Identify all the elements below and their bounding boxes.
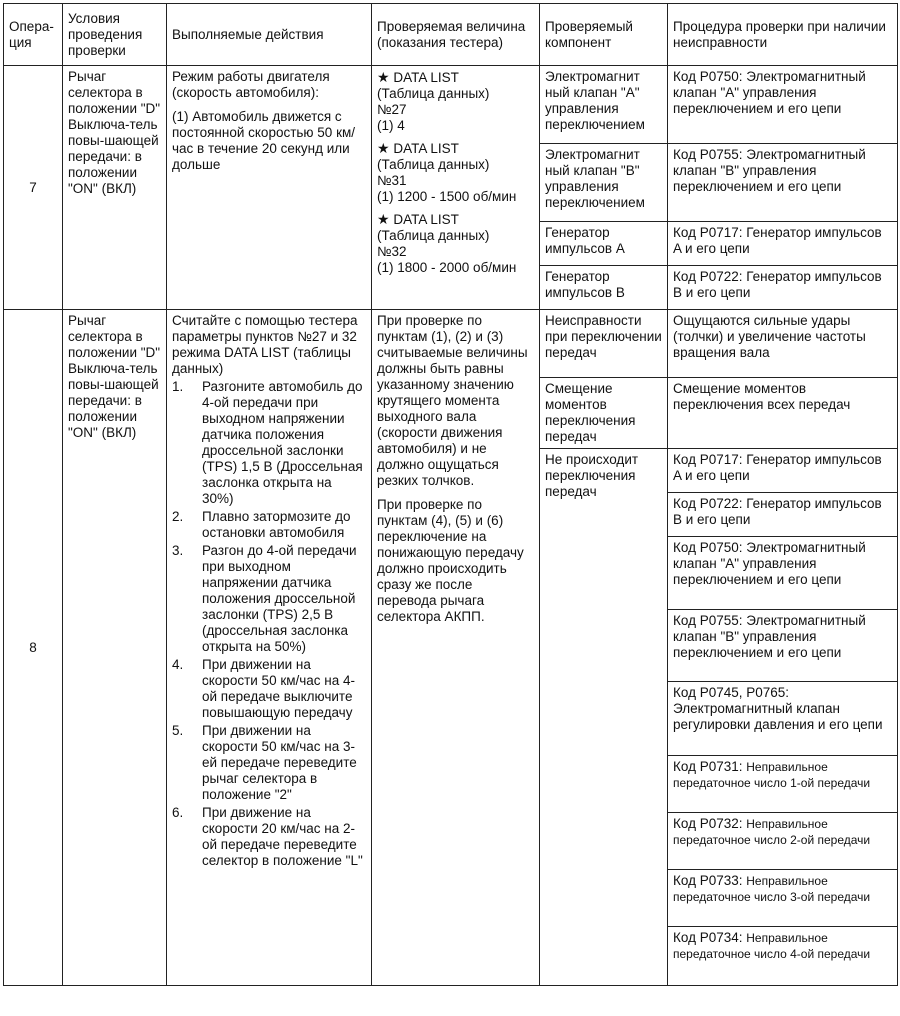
op8-procedure-faults: Ощущаются сильные удары (толчки) и увеличение частоты вращения вала bbox=[668, 310, 898, 378]
data-item-value: (1) 1800 - 2000 об/мин bbox=[377, 260, 517, 275]
list-item: 3. Разгон до 4-ой передачи при выходном напряжении датчика положения дроссельной заслонки (TPS) 2,5 В (дроссельная заслонка открыта на 50%) bbox=[172, 543, 357, 654]
data-table-label: (Таблица данных) bbox=[377, 228, 490, 243]
op8-values bbox=[372, 310, 540, 986]
data-item-value: (1) 4 bbox=[377, 118, 405, 133]
op7-component-3: Генератор импульсов A bbox=[540, 222, 668, 266]
op8-component-shift: Смещение моментов переключения передач bbox=[540, 378, 668, 449]
op7-number: 7 bbox=[4, 66, 63, 310]
op8-value-p1: При проверке по пунктам (1), (2) и (3) считываемые величины должны быть равны указанному значению крутящего момента выходного вала (скорости движения автомобиля) и не должно ощущаться резких толчков. bbox=[377, 313, 528, 488]
op8-noshift-proc-1: Код P0717: Генератор импульсов A и его цепи bbox=[668, 449, 898, 493]
op8-steps bbox=[172, 379, 366, 869]
op7-component-2: Электромагнит ный клапан "B" управления переключением bbox=[540, 144, 668, 222]
op8-number: 8 bbox=[4, 310, 63, 986]
op8-action-intro: Считайте с помощью тестера параметры пунктов №27 и 32 режима DATA LIST (таблицы данных) bbox=[172, 313, 358, 376]
data-list-label: DATA LIST bbox=[393, 141, 459, 156]
header-conditions: Условия проведения проверки bbox=[63, 4, 167, 66]
op8-noshift-proc-4: Код P0755: Электромагнитный клапан "B" управления переключением и его цепи bbox=[668, 610, 898, 682]
op8-ratio-proc-4: Код P0734: Неправильное передаточное число 4-ой передачи bbox=[668, 927, 898, 986]
op7-value-32 bbox=[377, 211, 534, 276]
op8-ratio-proc-2: Код P0732: Неправильное передаточное число 2-ой передачи bbox=[668, 813, 898, 870]
op7-condition: Рычаг селектора в положении "D" Выключа-тель повы-шающей передачи: в положении "ON" (ВКЛ) bbox=[63, 66, 167, 310]
data-item-value: (1) 1200 - 1500 об/мин bbox=[377, 189, 517, 204]
op8-component-faults: Неисправности при переключении передач bbox=[540, 310, 668, 378]
op7-component-1: Электромагнит ный клапан "A" управления переключением bbox=[540, 66, 668, 144]
op7-component-4: Генератор импульсов B bbox=[540, 266, 668, 310]
op7-row-1 bbox=[4, 66, 898, 144]
star-icon: ★ bbox=[377, 140, 390, 156]
op7-value-27 bbox=[377, 69, 534, 134]
data-item-number: №27 bbox=[377, 102, 407, 117]
header-operation: Опера-ция bbox=[4, 4, 63, 66]
data-item-number: №32 bbox=[377, 244, 407, 259]
op8-noshift-proc-5: Код P0745, P0765: Электромагнитный клапан регулировки давления и его цепи bbox=[668, 682, 898, 756]
star-icon: ★ bbox=[377, 211, 390, 227]
data-table-label: (Таблица данных) bbox=[377, 86, 490, 101]
op8-value-p2: При проверке по пунктам (4), (5) и (6) переключение на понижающую передачу должно происходить сразу же после перевода рычага селектора АКПП. bbox=[377, 497, 524, 624]
data-list-label: DATA LIST bbox=[393, 212, 459, 227]
op7-procedure-3: Код P0717: Генератор импульсов A и его цепи bbox=[668, 222, 898, 266]
op8-ratio-proc-3: Код P0733: Неправильное передаточное число 3-ой передачи bbox=[668, 870, 898, 927]
op7-procedure-1: Код P0750: Электромагнитный клапан "A" управления переключением и его цепи bbox=[668, 66, 898, 144]
list-item: 5. При движении на скорости 50 км/час на 3-ей передаче переведите рычаг селектора в положение "2" bbox=[172, 723, 357, 802]
op8-ratio-proc-1: Код P0731: Неправильное передаточное число 1-ой передачи bbox=[668, 756, 898, 813]
star-icon: ★ bbox=[377, 69, 390, 85]
op7-procedure-2: Код P0755: Электромагнитный клапан "B" управления переключением и его цепи bbox=[668, 144, 898, 222]
header-actions: Выполняемые действия bbox=[167, 4, 372, 66]
op8-procedure-shift: Смещение моментов переключения всех передач bbox=[668, 378, 898, 449]
data-item-number: №31 bbox=[377, 173, 407, 188]
op7-action-p1: Режим работы двигателя (скорость автомобиля): bbox=[172, 69, 330, 100]
diagnostic-table bbox=[3, 3, 898, 986]
list-item: 1. Разгоните автомобиль до 4-ой передачи при выходном напряжении датчика положения дроссельной заслонки (TPS) 1,5 В (Дроссельная заслонка открыта на 30%) bbox=[172, 379, 363, 506]
op7-procedure-4: Код P0722: Генератор импульсов B и его цепи bbox=[668, 266, 898, 310]
op8-component-noshift: Не происходит переключения передач bbox=[540, 449, 668, 986]
op8-row-1 bbox=[4, 310, 898, 378]
op7-value-31 bbox=[377, 140, 534, 205]
op7-action-p2: (1) Автомобиль движется с постоянной скоростью 50 км/час в течение 20 секунд или дольше bbox=[172, 109, 356, 172]
op8-noshift-proc-3: Код P0750: Электромагнитный клапан "A" управления переключением и его цепи bbox=[668, 537, 898, 610]
data-list-label: DATA LIST bbox=[393, 70, 459, 85]
list-item: 2. Плавно затормозите до остановки автомобиля bbox=[172, 509, 351, 540]
op8-condition: Рычаг селектора в положении "D" Выключа-тель повы-шающей передачи: в положении "ON" (ВКЛ) bbox=[63, 310, 167, 986]
header-procedure: Процедура проверки при наличии неисправности bbox=[668, 4, 898, 66]
op7-actions bbox=[167, 66, 372, 310]
op8-actions bbox=[167, 310, 372, 986]
op7-values bbox=[372, 66, 540, 310]
header-component: Проверяемый компонент bbox=[540, 4, 668, 66]
list-item: 6. При движение на скорости 20 км/час на 2-ой передаче переведите селектор в положение "L" bbox=[172, 805, 363, 868]
header-checked-value: Проверяемая величина (показания тестера) bbox=[372, 4, 540, 66]
data-table-label: (Таблица данных) bbox=[377, 157, 490, 172]
op8-noshift-proc-2: Код P0722: Генератор импульсов B и его цепи bbox=[668, 493, 898, 537]
header-row bbox=[4, 4, 898, 66]
list-item: 4. При движении на скорости 50 км/час на 4-ой передаче выключите повышающую передачу bbox=[172, 657, 356, 720]
